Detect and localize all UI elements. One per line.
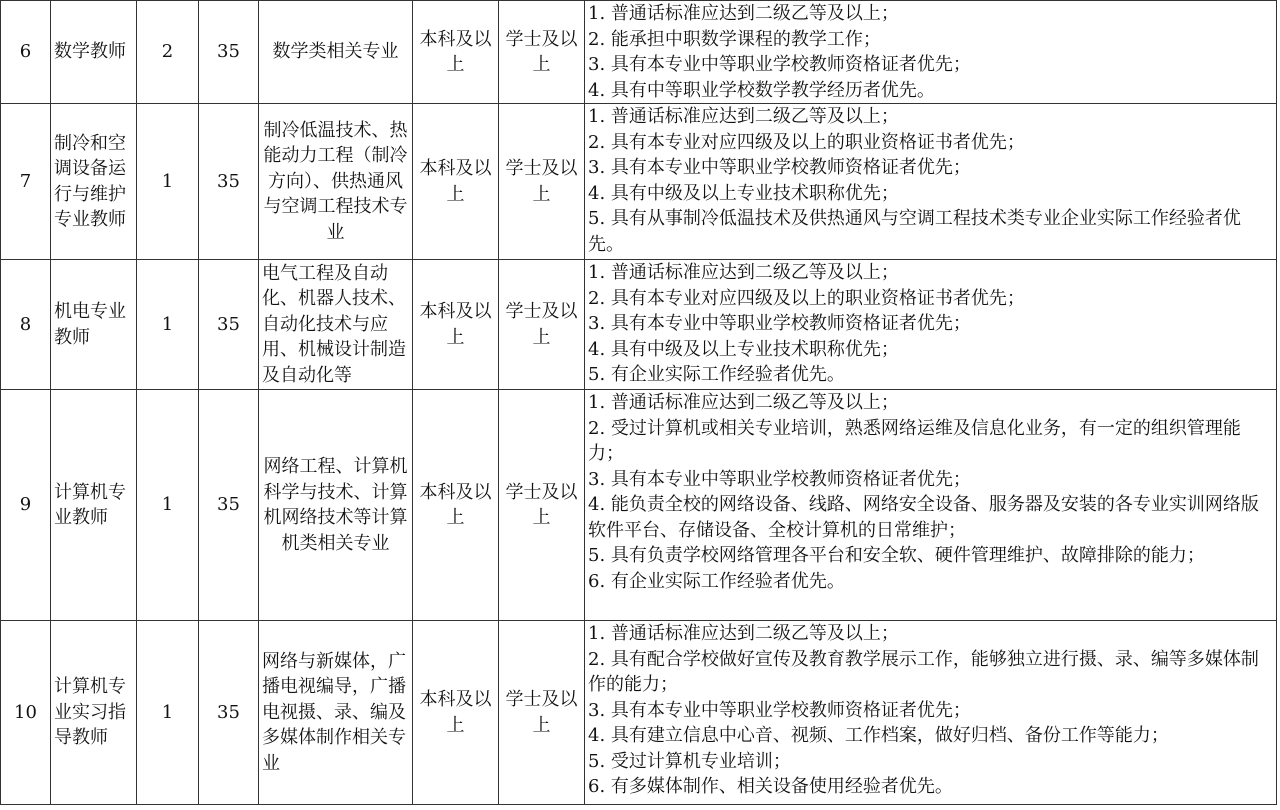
age-limit: 35	[199, 260, 259, 390]
position-name: 机电专业教师	[51, 260, 137, 390]
other-requirements	[585, 260, 1277, 390]
major-requirement: 制冷低温技术、热能动力工程（制冷方向）、供热通风与空调工程技术专业	[259, 104, 413, 260]
requirement-item: 5. 有企业实际工作经验者优先。	[588, 364, 845, 385]
row-number: 6	[1, 1, 51, 104]
requirement-item: 2. 具有本专业对应四级及以上的职业资格证书者优先；	[588, 287, 1025, 309]
position-name: 计算机专业实习指导教师	[51, 621, 137, 805]
position-name: 数学教师	[51, 1, 137, 104]
requirement-item: 1. 普通话标准应达到二级乙等及以上；	[588, 3, 899, 24]
education-requirement: 本科及以上	[413, 104, 499, 260]
education-requirement: 本科及以上	[413, 621, 499, 805]
position-name: 制冷和空调设备运行与维护专业教师	[51, 104, 137, 260]
requirement-item: 6. 有多媒体制作、相关设备使用经验者优先。	[588, 776, 953, 797]
position-name: 计算机专业教师	[51, 390, 137, 621]
row-number: 9	[1, 390, 51, 621]
requirement-item: 1. 普通话标准应达到二级乙等及以上；	[588, 106, 899, 127]
degree-requirement: 学士及以上	[499, 1, 585, 104]
table-row	[1, 621, 1277, 805]
degree-requirement: 学士及以上	[499, 104, 585, 260]
row-number: 10	[1, 621, 51, 805]
requirement-item: 2. 受过计算机或相关专业培训，熟悉网络运维及信息化业务，有一定的组织管理能力；	[588, 417, 1241, 464]
other-requirements	[585, 1, 1277, 104]
other-requirements	[585, 621, 1277, 805]
requirement-item: 4. 具有中等职业学校数学教学经历者优先。	[588, 79, 935, 101]
requirement-item: 1. 普通话标准应达到二级乙等及以上；	[588, 392, 899, 413]
degree-requirement: 学士及以上	[499, 260, 585, 390]
age-limit: 35	[199, 390, 259, 621]
table-row	[1, 390, 1277, 621]
education-requirement: 本科及以上	[413, 390, 499, 621]
requirement-item: 3. 具有本专业中等职业学校教师资格证者优先；	[588, 157, 971, 178]
requirement-item: 2. 能承担中职数学课程的教学工作；	[588, 28, 881, 50]
headcount: 2	[137, 1, 199, 104]
requirement-item: 3. 具有本专业中等职业学校教师资格证者优先；	[588, 54, 971, 75]
headcount: 1	[137, 390, 199, 621]
education-requirement: 本科及以上	[413, 1, 499, 104]
major-requirement: 电气工程及自动化、机器人技术、自动化技术与应用、机械设计制造及自动化等	[259, 260, 413, 390]
other-requirements	[585, 390, 1277, 621]
other-requirements	[585, 104, 1277, 260]
requirement-item: 3. 具有本专业中等职业学校教师资格证者优先；	[588, 468, 971, 490]
requirement-item: 4. 具有建立信息中心音、视频、工作档案，做好归档、备份工作等能力；	[588, 725, 1169, 746]
requirement-item: 4. 能负责全校的网络设备、线路、网络安全设备、服务器及安装的各专业实训网络版软件平台、存储设备、全校计算机的日常维护；	[588, 494, 1259, 541]
major-requirement: 数学类相关专业	[259, 1, 413, 104]
education-requirement: 本科及以上	[413, 260, 499, 390]
requirement-item: 3. 具有本专业中等职业学校教师资格证者优先；	[588, 699, 971, 721]
major-requirement: 网络与新媒体，广播电视编导，广播电视摄、录、编及多媒体制作相关专业	[259, 621, 413, 805]
table-row	[1, 260, 1277, 390]
requirement-item: 2. 具有配合学校做好宣传及教育教学展示工作，能够独立进行摄、录、编等多媒体制作的能力；	[588, 648, 1259, 695]
headcount: 1	[137, 260, 199, 390]
requirement-item: 4. 具有中级及以上专业技术职称优先；	[588, 338, 899, 360]
requirement-item: 2. 具有本专业对应四级及以上的职业资格证书者优先；	[588, 131, 1025, 153]
row-number: 8	[1, 260, 51, 390]
row-number: 7	[1, 104, 51, 260]
requirement-item: 3. 具有本专业中等职业学校教师资格证者优先；	[588, 313, 971, 334]
age-limit: 35	[199, 621, 259, 805]
headcount: 1	[137, 104, 199, 260]
headcount: 1	[137, 621, 199, 805]
age-limit: 35	[199, 1, 259, 104]
table-row	[1, 104, 1277, 260]
age-limit: 35	[199, 104, 259, 260]
requirement-item: 4. 具有中级及以上专业技术职称优先；	[588, 182, 899, 204]
table-row	[1, 1, 1277, 104]
requirement-item: 6. 有企业实际工作经验者优先。	[588, 570, 845, 592]
degree-requirement: 学士及以上	[499, 390, 585, 621]
degree-requirement: 学士及以上	[499, 621, 585, 805]
requirement-item: 1. 普通话标准应达到二级乙等及以上；	[588, 623, 899, 644]
requirement-item: 5. 受过计算机专业培训；	[588, 750, 791, 772]
requirement-item: 5. 具有负责学校网络管理各平台和安全软、硬件管理维护、故障排除的能力；	[588, 545, 1205, 566]
major-requirement: 网络工程、计算机科学与技术、计算机网络技术等计算机类相关专业	[259, 390, 413, 621]
requirement-item: 5. 具有从事制冷低温技术及供热通风与空调工程技术类专业企业实际工作经验者优先。	[588, 208, 1241, 255]
requirement-item: 1. 普通话标准应达到二级乙等及以上；	[588, 262, 899, 283]
